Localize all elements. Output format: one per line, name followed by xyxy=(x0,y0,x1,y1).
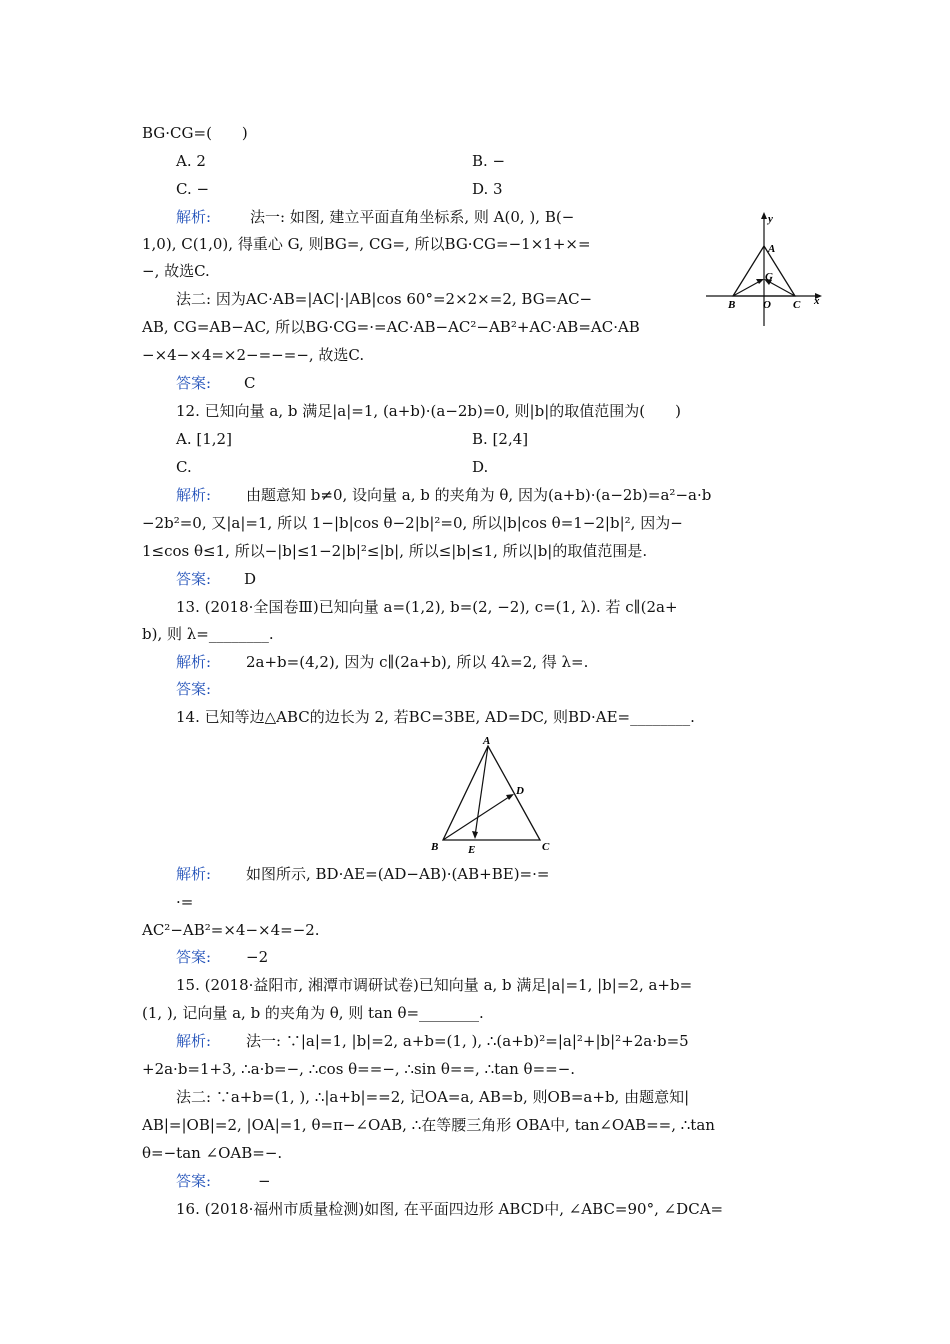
q11-option-d: D. 3 xyxy=(472,180,503,198)
q13-stem-line2: b), 则 λ=________. xyxy=(142,625,274,643)
label-y: y xyxy=(768,213,773,225)
q12-answer-label: 答案: xyxy=(176,570,212,588)
coordinate-triangle-figure xyxy=(702,208,830,330)
triangle-abc xyxy=(443,746,540,840)
label-a: A xyxy=(768,243,776,255)
label-a: A xyxy=(483,735,491,747)
q15-method2-line3: θ=−tan ∠OAB=−. xyxy=(142,1144,283,1162)
q11-analysis-line1: 法一: 如图, 建立平面直角坐标系, 则 A(0, ), B(− xyxy=(250,208,575,226)
q15-analysis-label: 解析: xyxy=(176,1032,212,1050)
q15-method2-line1: 法二: ∵a+b=(1, ), ∴|a+b|==2, 记OA=a, AB=b, 则OB=a+b, 由题意知| xyxy=(176,1088,690,1106)
q11-answer-label: 答案: xyxy=(176,374,212,392)
label-g: G xyxy=(765,271,773,283)
q13-stem-line1: 13. (2018·全国卷Ⅲ)已知向量 a=(1,2), b=(2, −2), c=(1, λ). 若 c∥(2a+ xyxy=(176,598,678,616)
label-b: B xyxy=(431,841,439,853)
q15-stem-line2: (1, ), 记向量 a, b 的夹角为 θ, 则 tan θ=________. xyxy=(142,1004,484,1022)
q14-analysis-line1: 如图所示, BD·AE=(AD−AB)·(AB+BE)=·= xyxy=(246,865,550,883)
q11-option-b: B. − xyxy=(472,152,506,170)
q15-method2-line2: AB|=|OB|=2, |OA|=1, θ=π−∠OAB, ∴在等腰三角形 OBA中, tan∠OAB==, ∴tan xyxy=(142,1116,715,1134)
q14-stem: 14. 已知等边△ABC的边长为 2, 若BC=3BE, AD=DC, 则BD·AE=________. xyxy=(176,708,695,726)
q11-method2-line1: 法二: 因为AC·AB=|AC|·|AB|cos 60°=2×2×=2, BG=AC− xyxy=(176,290,593,308)
q11-analysis-line3: −, 故选C. xyxy=(142,262,210,280)
label-d: D xyxy=(516,785,524,797)
q15-stem-line1: 15. (2018·益阳市, 湘潭市调研试卷)已知向量 a, b 满足|a|=1, |b|=2, a+b= xyxy=(176,976,693,994)
vector-bd-arrow xyxy=(506,794,514,800)
q12-analysis-line3: 1≤cos θ≤1, 所以−|b|≤1−2|b|²≤|b|, 所以≤|b|≤1, 所以|b|的取值范围是. xyxy=(142,542,648,560)
q11-analysis-label: 解析: xyxy=(176,208,212,226)
label-b: B xyxy=(728,299,736,311)
label-c: C xyxy=(793,299,801,311)
q12-answer: D xyxy=(244,570,257,588)
q13-analysis: 2a+b=(4,2), 因为 c∥(2a+b), 所以 4λ=2, 得 λ=. xyxy=(246,653,589,671)
q12-analysis-line1: 由题意知 b≠0, 设向量 a, b 的夹角为 θ, 因为(a+b)·(a−2b)=a²−a·b xyxy=(246,486,712,504)
q11-option-a: A. 2 xyxy=(176,152,206,170)
q12-analysis-label: 解析: xyxy=(176,486,212,504)
q11-answer: C xyxy=(244,374,256,392)
q12-stem: 12. 已知向量 a, b 满足|a|=1, (a+b)·(a−2b)=0, 则|b|的取值范围为( ) xyxy=(176,402,681,420)
q15-answer-label: 答案: xyxy=(176,1172,212,1190)
q13-analysis-label: 解析: xyxy=(176,653,212,671)
y-axis-arrow xyxy=(761,212,767,219)
q12-option-a: A. [1,2] xyxy=(176,430,232,448)
q13-answer-label: 答案: xyxy=(176,680,212,698)
q12-option-c: C. xyxy=(176,458,192,476)
label-x: x xyxy=(814,295,820,307)
q11-method2-line2: AB, CG=AB−AC, 所以BG·CG=·=AC·AB−AC²−AB²+AC·AB=AC·AB xyxy=(142,318,640,336)
label-c: C xyxy=(542,841,550,853)
q16-stem: 16. (2018·福州市质量检测)如图, 在平面四边形 ABCD中, ∠ABC=90°, ∠DCA= xyxy=(176,1200,724,1218)
q12-analysis-line2: −2b²=0, 又|a|=1, 所以 1−|b|cos θ−2|b|²=0, 所以|b|cos θ=1−2|b|², 因为− xyxy=(142,514,683,532)
q11-analysis-line2: 1,0), C(1,0), 得重心 G, 则BG=, CG=, 所以BG·CG=−1×1+×= xyxy=(142,235,591,253)
label-e: E xyxy=(468,844,476,856)
q11-method2-line3: −×4−×4=×2−=−=−, 故选C. xyxy=(142,346,365,364)
q15-analysis-line1: 法一: ∵|a|=1, |b|=2, a+b=(1, ), ∴(a+b)²=|a|²+|b|²+2a·b=5 xyxy=(246,1032,689,1050)
q14-analysis-label: 解析: xyxy=(176,865,212,883)
label-o: O xyxy=(763,299,771,311)
q14-analysis-line3: AC²−AB²=×4−×4=−2. xyxy=(142,921,320,939)
q15-analysis-line2: +2a·b=1+3, ∴a·b=−, ∴cos θ==−, ∴sin θ==, ∴tan θ==−. xyxy=(142,1060,576,1078)
q11-stem-tail: BG·CG=( ) xyxy=(142,124,248,142)
q14-answer-label: 答案: xyxy=(176,948,212,966)
q11-option-c: C. − xyxy=(176,180,210,198)
q14-analysis-line2: ·= xyxy=(176,893,194,911)
triangle-bd-ae-figure xyxy=(428,732,558,857)
q12-option-b: B. [2,4] xyxy=(472,430,529,448)
q12-option-d: D. xyxy=(472,458,489,476)
q15-answer: − xyxy=(258,1172,271,1190)
q14-answer: −2 xyxy=(246,948,269,966)
vector-ae-arrow xyxy=(472,831,478,839)
